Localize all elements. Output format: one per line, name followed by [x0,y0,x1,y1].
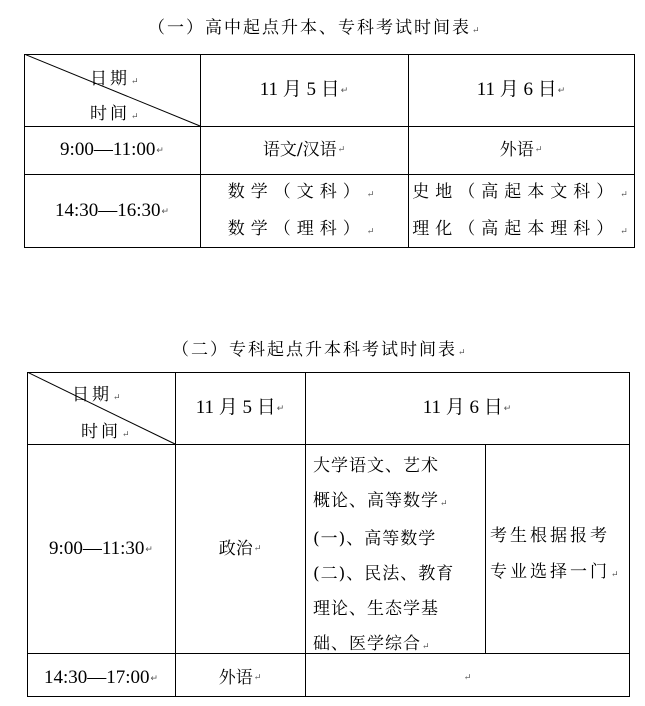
time-label: 时间↵ [81,422,133,442]
subject-cell: 数学（文科）↵ 数学（理科）↵ [227,182,381,239]
time-cell: 9:00—11:30 ↵ [49,537,153,559]
subject-cell: 史地（高起本文科）↵ 理化（高起本理科）↵ [412,182,634,239]
date-header: 11 月 5 日 ↵ [259,79,349,100]
time-cell: 14:30—17:00 ↵ [43,667,159,688]
subject-cell: 外语 ↵ [218,668,262,688]
time-cell: 9:00—11:00 ↵ [60,139,164,160]
subject-cell: 外语 ↵ [499,140,543,160]
date-header: 11 月 6 日 ↵ [476,79,566,100]
date-label: 日期↵ [72,385,124,405]
date-header: 11 月 6 日 ↵ [422,397,512,418]
empty-cell: ↵ [463,673,472,683]
subject-cell: 语文/汉语 ↵ [262,140,346,160]
date-label: 日期↵ [90,69,142,89]
subject-cell: 政治 ↵ [218,538,262,559]
note-cell: 考生根据报考 专业选择一门↵ [490,526,622,582]
date-header: 11 月 5 日 ↵ [195,397,285,418]
time-label: 时间↵ [90,104,142,124]
table2-title: （二）专科起点升本科考试时间表↵ [172,340,468,360]
time-cell: 14:30—16:30 ↵ [54,199,170,221]
table1-title: （一）高中起点升本、专科考试时间表↵ [148,18,482,38]
subject-list-cell: 大学语文、艺术 概论、高等数学↵ (一)、高等数学 (二)、民法、教育 理论、生态学基 础、医学综合↵ [313,456,455,654]
